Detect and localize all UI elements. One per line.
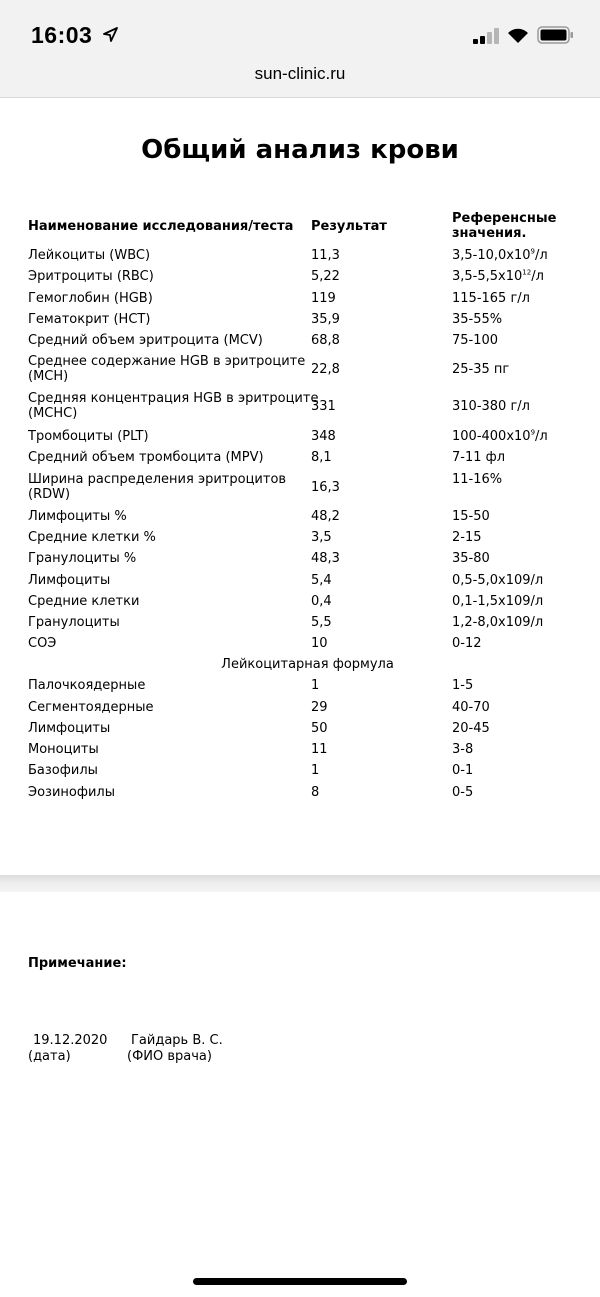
row-name-line: Гранулоциты % (28, 551, 137, 566)
formula-row-result: 29 (311, 700, 328, 715)
row-result: 35,9 (311, 312, 340, 327)
row-name (28, 450, 308, 465)
page-title: Общий анализ крови (141, 135, 459, 165)
row-reference (452, 333, 498, 348)
row-name (28, 615, 308, 630)
row-reference (452, 291, 530, 306)
row-reference-exponent: 9 (530, 247, 536, 256)
location-arrow-icon (103, 27, 118, 42)
row-result: 11,3 (311, 248, 340, 263)
formula-row-name: Лимфоциты (28, 721, 111, 736)
row-name (28, 354, 308, 384)
row-reference (452, 399, 530, 414)
formula-row-reference: 3-8 (452, 742, 474, 757)
row-reference (452, 636, 482, 651)
formula-row-name: Сегментоядерные (28, 700, 154, 715)
address-bar-url[interactable]: sun-clinic.ru (254, 64, 346, 83)
row-name-line: Лимфоциты % (28, 509, 127, 524)
row-name (28, 269, 308, 284)
row-reference (452, 573, 543, 588)
row-name (28, 509, 308, 524)
row-reference-value: 0-12 (452, 636, 482, 651)
row-name (28, 472, 308, 502)
row-name (28, 333, 308, 348)
row-reference (452, 472, 502, 487)
row-name (28, 594, 308, 609)
row-name-line: Лимфоциты (28, 573, 111, 588)
row-name-line: Лейкоциты (WBC) (28, 248, 151, 263)
row-reference-unit: /л (535, 429, 548, 444)
row-reference-unit: /л (531, 269, 544, 284)
row-result: 22,8 (311, 362, 340, 377)
row-reference (452, 530, 482, 545)
signature-doctor: Гайдарь В. С. (131, 1033, 223, 1048)
row-result: 119 (311, 291, 336, 306)
row-reference-value: 115-165 г/л (452, 291, 530, 306)
row-result: 16,3 (311, 480, 340, 495)
column-header-reference-line1: Референсные (452, 211, 557, 226)
formula-row-name: Моноциты (28, 742, 99, 757)
column-header-reference (452, 211, 556, 241)
formula-row-result: 11 (311, 742, 328, 757)
row-reference-exponent: 9 (530, 428, 536, 437)
formula-row-name: Базофилы (28, 763, 98, 778)
row-name-line: Средний объем эритроцита (MCV) (28, 333, 263, 348)
row-name-line: Средние клетки (28, 594, 140, 609)
row-name-line: (RDW) (28, 487, 71, 502)
row-name-line: (MCH) (28, 369, 69, 384)
signal-bars-icon (473, 28, 499, 44)
row-result: 8,1 (311, 450, 332, 465)
row-reference (452, 509, 490, 524)
row-reference-value: 15-50 (452, 509, 490, 524)
row-reference-value: 75-100 (452, 333, 499, 348)
row-reference (452, 269, 544, 284)
note-label: Примечание: (28, 956, 127, 971)
row-reference-value: 310-380 г/л (452, 399, 530, 414)
row-reference-value: 7-11 фл (452, 450, 506, 465)
row-reference-value: 11-16% (452, 472, 503, 487)
row-reference-value: 35-80 (452, 551, 490, 566)
formula-row-reference: 0-1 (452, 763, 474, 778)
row-name-line: Средние клетки % (28, 530, 156, 545)
row-reference-value: 35-55% (452, 312, 503, 327)
formula-row-reference: 0-5 (452, 785, 474, 800)
row-result: 3,5 (311, 530, 332, 545)
row-reference-value: 1,2-8,0x109/л (452, 615, 544, 630)
signature-date: 19.12.2020 (33, 1033, 108, 1048)
row-reference (452, 312, 502, 327)
row-reference-value: 25-35 пг (452, 362, 510, 377)
row-result: 48,2 (311, 509, 340, 524)
row-result: 348 (311, 429, 336, 444)
row-reference-value: 0,5-5,0x109/л (452, 573, 544, 588)
formula-row-reference: 1-5 (452, 678, 474, 693)
row-name-line: Гематокрит (HCT) (28, 312, 151, 327)
row-reference-exponent: 12 (522, 268, 532, 277)
row-name (28, 312, 308, 327)
row-result: 5,22 (311, 269, 340, 284)
row-name-line: Среднее содержание HGB в эритроците (28, 354, 306, 369)
formula-row-name: Палочкоядерные (28, 678, 146, 693)
battery-icon (537, 26, 574, 44)
row-name (28, 530, 308, 545)
row-reference-unit: /л (535, 248, 548, 263)
row-name-line: Эритроциты (RBC) (28, 269, 154, 284)
row-reference-value: 3,5-5,5x10 (452, 269, 523, 284)
row-name (28, 551, 308, 566)
signature-doctor-caption: (ФИО врача) (127, 1049, 212, 1064)
row-result: 5,5 (311, 615, 332, 630)
row-name (28, 573, 308, 588)
row-reference-value: 3,5-10,0x10 (452, 248, 531, 263)
status-and-address-bar (0, 0, 600, 98)
formula-row-reference: 20-45 (452, 721, 490, 736)
row-result: 5,4 (311, 573, 332, 588)
row-reference-value: 0,1-1,5x109/л (452, 594, 544, 609)
row-result: 10 (311, 636, 328, 651)
row-name-line: (MCHC) (28, 406, 78, 421)
row-result: 48,3 (311, 551, 340, 566)
wifi-icon (506, 25, 530, 44)
row-reference (452, 450, 505, 465)
row-reference (452, 594, 543, 609)
row-name (28, 636, 308, 651)
column-header-result: Результат (311, 219, 387, 234)
formula-row-result: 1 (311, 763, 320, 778)
row-reference (452, 248, 548, 263)
row-name-line: Гранулоциты (28, 615, 120, 630)
home-indicator[interactable] (193, 1278, 407, 1285)
page-separator (0, 875, 600, 892)
document-page-2 (0, 892, 600, 1297)
row-result: 68,8 (311, 333, 340, 348)
row-reference-value: 100-400x10 (452, 429, 531, 444)
row-result: 331 (311, 399, 336, 414)
row-name-line: Средняя концентрация HGB в эритроците (28, 391, 319, 406)
formula-row-result: 50 (311, 721, 328, 736)
row-reference (452, 615, 543, 630)
row-reference (452, 551, 490, 566)
row-name-line: СОЭ (28, 636, 57, 651)
row-name (28, 391, 319, 421)
column-header-name: Наименование исследования/теста (28, 219, 294, 234)
row-name (28, 291, 308, 306)
row-reference-value: 2-15 (452, 530, 482, 545)
status-time: 16:03 (31, 22, 93, 48)
row-name-line: Ширина распределения эритроцитов (28, 472, 287, 487)
row-result: 0,4 (311, 594, 332, 609)
signature-date-caption: (дата) (28, 1049, 71, 1064)
row-name (28, 248, 308, 263)
row-name (28, 429, 308, 444)
column-header-reference-line2: значения. (452, 226, 527, 241)
formula-row-name: Эозинофилы (28, 785, 115, 800)
row-name-line: Гемоглобин (HGB) (28, 291, 153, 306)
formula-row-result: 1 (311, 678, 320, 693)
section-title: Лейкоцитарная формула (221, 657, 394, 672)
row-reference (452, 362, 509, 377)
row-reference (452, 429, 548, 444)
formula-row-reference: 40-70 (452, 700, 490, 715)
formula-row-result: 8 (311, 785, 320, 800)
row-name-line: Средний объем тромбоцита (MPV) (28, 450, 264, 465)
row-name-line: Тромбоциты (PLT) (28, 429, 149, 444)
